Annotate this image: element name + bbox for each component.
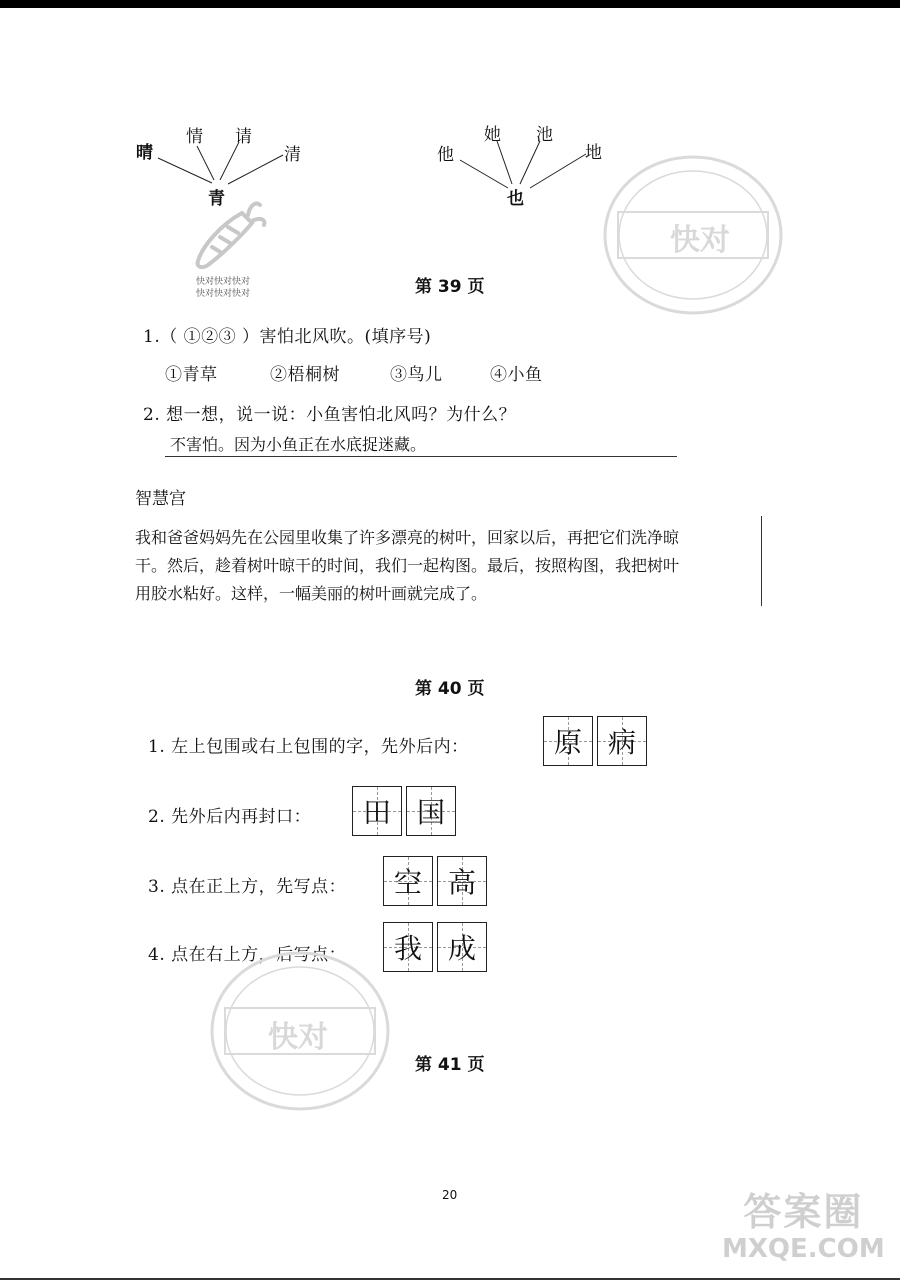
page39-option-1: ①青草	[165, 365, 218, 385]
writing-box: 田	[352, 786, 402, 836]
qing-branch-3: 请	[235, 127, 252, 147]
carrot-icon	[190, 195, 270, 275]
answer-underline	[165, 456, 677, 457]
ye-center: 也	[507, 189, 524, 209]
stamp-text: 快对	[670, 223, 730, 258]
writing-box: 成	[437, 922, 487, 972]
page40-item-3-label: 3. 点在正上方，先写点：	[148, 877, 347, 897]
qing-center: 青	[208, 189, 225, 209]
page39-heading: 第 39 页	[415, 277, 485, 297]
page40-item-2-label: 2. 先外后内再封口：	[148, 807, 312, 827]
ye-branch-1: 他	[437, 145, 454, 165]
small-watermark: 快对快对快对 快对快对快对	[196, 277, 251, 299]
writing-box: 原	[543, 716, 593, 766]
qing-branch-2: 情	[186, 127, 203, 147]
qing-branch-1: 晴	[136, 143, 153, 163]
writing-box: 空	[383, 856, 433, 906]
paragraph-line-2: 干。然后，趁着树叶晾干的时间，我们一起构图。最后，按照构图，我把树叶	[135, 556, 680, 575]
page41-heading: 第 41 页	[415, 1055, 485, 1075]
page40-item-1-label: 1. 左上包围或右上包围的字，先外后内：	[148, 737, 469, 757]
page-number: 20	[442, 1188, 458, 1202]
zhihuigong-paragraph	[135, 524, 679, 608]
page39-q1: 1.（ ①②③ ）害怕北风吹。(填序号)	[143, 327, 432, 347]
ye-branch-4: 地	[585, 143, 602, 163]
corner-logo	[722, 1190, 885, 1264]
stamp-text: 快对	[268, 1020, 328, 1055]
writing-box: 高	[437, 856, 487, 906]
zhihuigong-heading: 智慧宫	[135, 489, 186, 509]
writing-box: 病	[597, 716, 647, 766]
paragraph-rule	[761, 516, 762, 606]
page40-heading: 第 40 页	[415, 679, 485, 699]
corner-logo-url: MXQE.COM	[722, 1234, 885, 1264]
page39-option-2: ②梧桐树	[270, 365, 340, 385]
ye-branch-2: 她	[484, 125, 501, 145]
page40-item-4-label: 4. 点在右上方，后写点：	[148, 945, 347, 965]
page39-option-4: ④小鱼	[490, 365, 543, 385]
writing-box: 我	[383, 922, 433, 972]
page39-q2-answer: 不害怕。因为小鱼正在水底捉迷藏。	[170, 435, 427, 454]
corner-logo-title: 答案圈	[743, 1190, 864, 1234]
page39-option-3: ③鸟儿	[390, 365, 443, 385]
paragraph-line-3: 用胶水粘好。这样，一幅美丽的树叶画就完成了。	[135, 584, 488, 603]
qing-branch-4: 清	[284, 145, 301, 165]
writing-box: 国	[406, 786, 456, 836]
ye-branch-3: 池	[536, 125, 553, 145]
page39-q2: 2. 想一想，说一说：小鱼害怕北风吗？为什么？	[143, 405, 517, 425]
paragraph-line-1: 我和爸爸妈妈先在公园里收集了许多漂亮的树叶，回家以后，再把它们洗净晾	[135, 528, 680, 547]
